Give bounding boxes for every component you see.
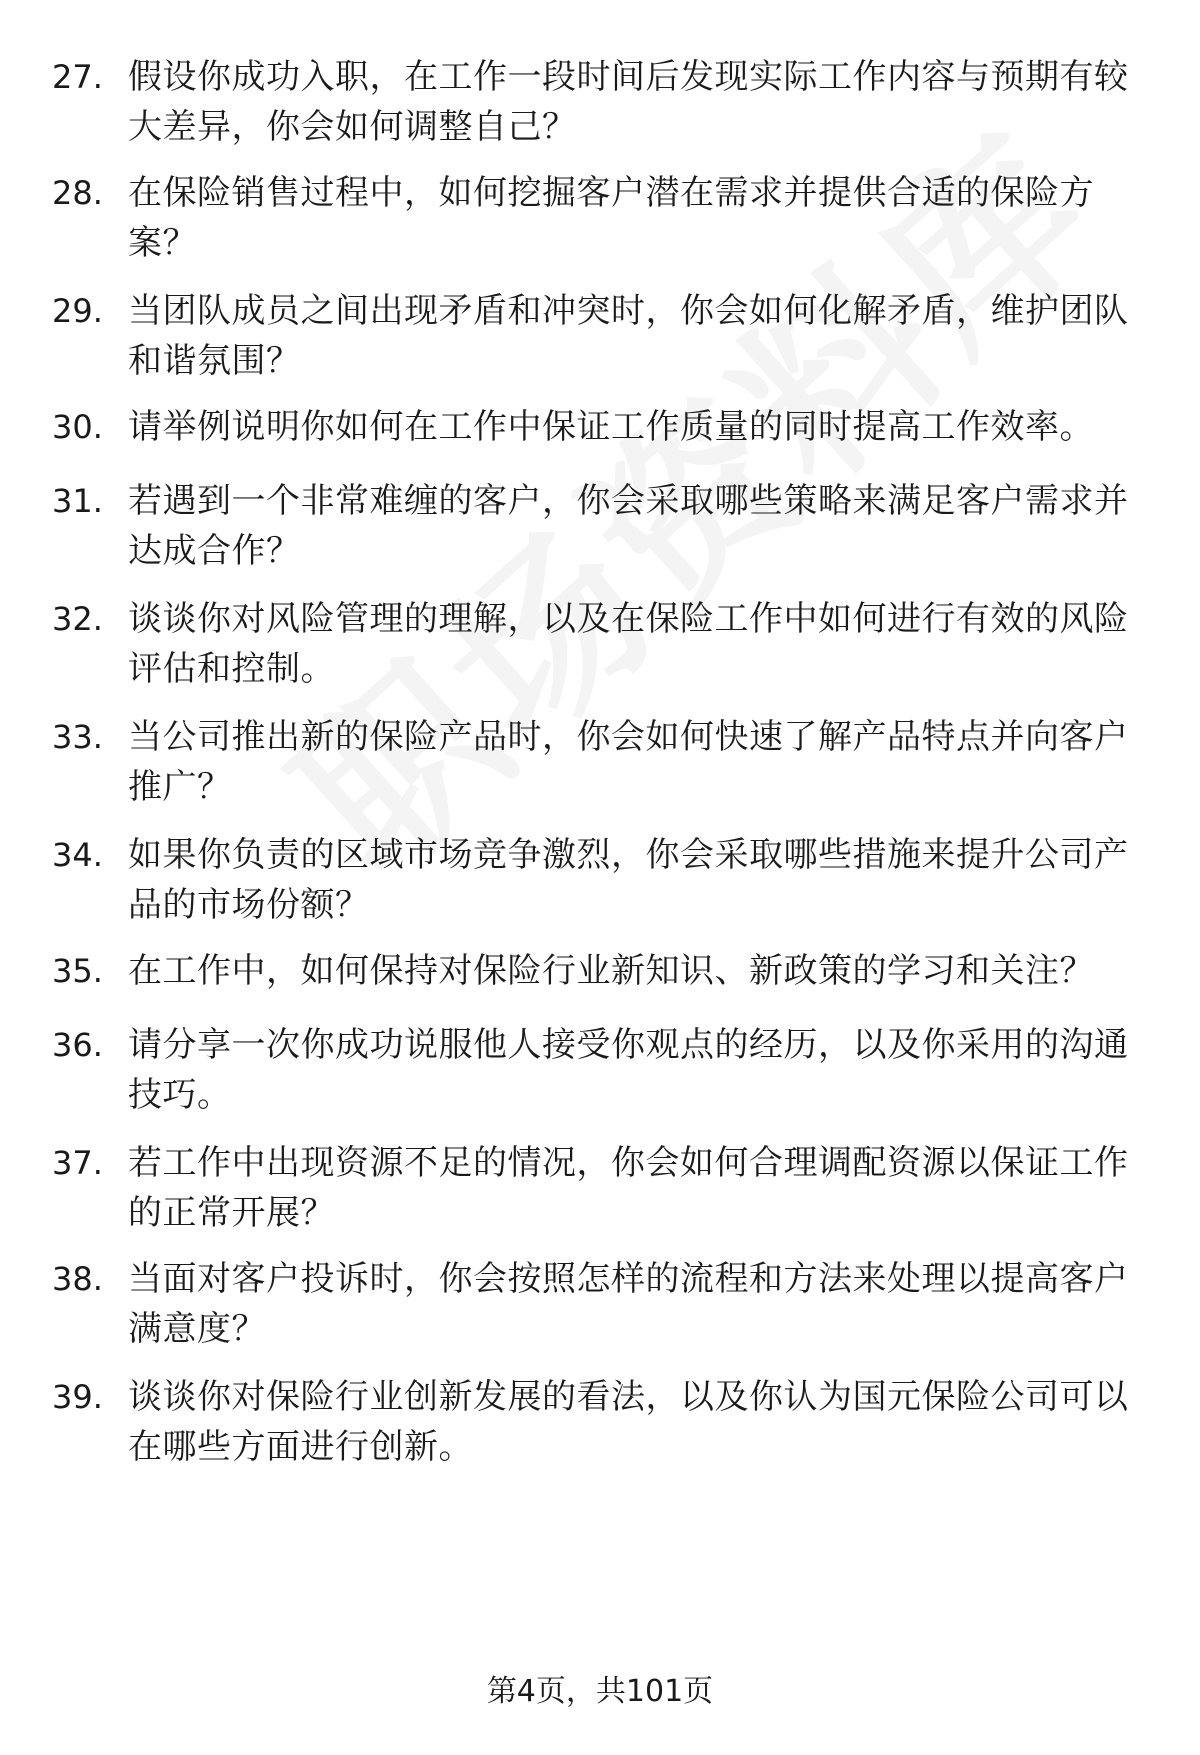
question-number: 35. [52,952,103,990]
question-number: 32. [52,600,103,638]
question-text: 在工作中，如何保持对保险行业新知识、新政策的学习和关注？ [128,951,1094,991]
question-text: 当面对客户投诉时，你会按照怎样的流程和方法来处理以提高客户满意度？ [128,1259,1129,1349]
question-number: 28. [52,174,103,212]
question-number: 27. [52,58,103,96]
question-number: 33. [52,718,103,756]
page-footer: 第4页，共101页 [486,1674,714,1709]
question-number: 31. [52,482,103,520]
question-text: 若遇到一个非常难缠的客户，你会采取哪些策略来满足客户需求并达成合作？ [128,481,1129,571]
question-number: 39. [52,1378,103,1416]
question-number: 30. [52,408,103,446]
question-number: 36. [52,1026,103,1064]
question-number: 38. [52,1260,103,1298]
question-text: 请分享一次你成功说服他人接受你观点的经历，以及你采用的沟通技巧。 [128,1025,1129,1115]
question-text: 当团队成员之间出现矛盾和冲突时，你会如何化解矛盾，维护团队和谐氛围？ [128,291,1129,381]
question-text: 谈谈你对保险行业创新发展的看法，以及你认为国元保险公司可以在哪些方面进行创新。 [128,1377,1129,1467]
question-text: 当公司推出新的保险产品时，你会如何快速了解产品特点并向客户推广？ [128,717,1129,807]
question-text: 如果你负责的区域市场竞争激烈，你会采取哪些措施来提升公司产品的市场份额？ [128,835,1129,925]
question-text: 假设你成功入职，在工作一段时间后发现实际工作内容与预期有较大差异，你会如何调整自己？ [128,57,1129,147]
question-number: 29. [52,292,103,330]
question-number: 34. [52,836,103,874]
question-text: 在保险销售过程中，如何挖掘客户潜在需求并提供合适的保险方案？ [128,173,1094,263]
question-number: 37. [52,1144,103,1182]
question-text: 请举例说明你如何在工作中保证工作质量的同时提高工作效率。 [128,407,1094,447]
question-text: 谈谈你对风险管理的理解，以及在保险工作中如何进行有效的风险评估和控制。 [128,599,1129,689]
question-text: 若工作中出现资源不足的情况，你会如何合理调配资源以保证工作的正常开展？ [128,1143,1129,1233]
